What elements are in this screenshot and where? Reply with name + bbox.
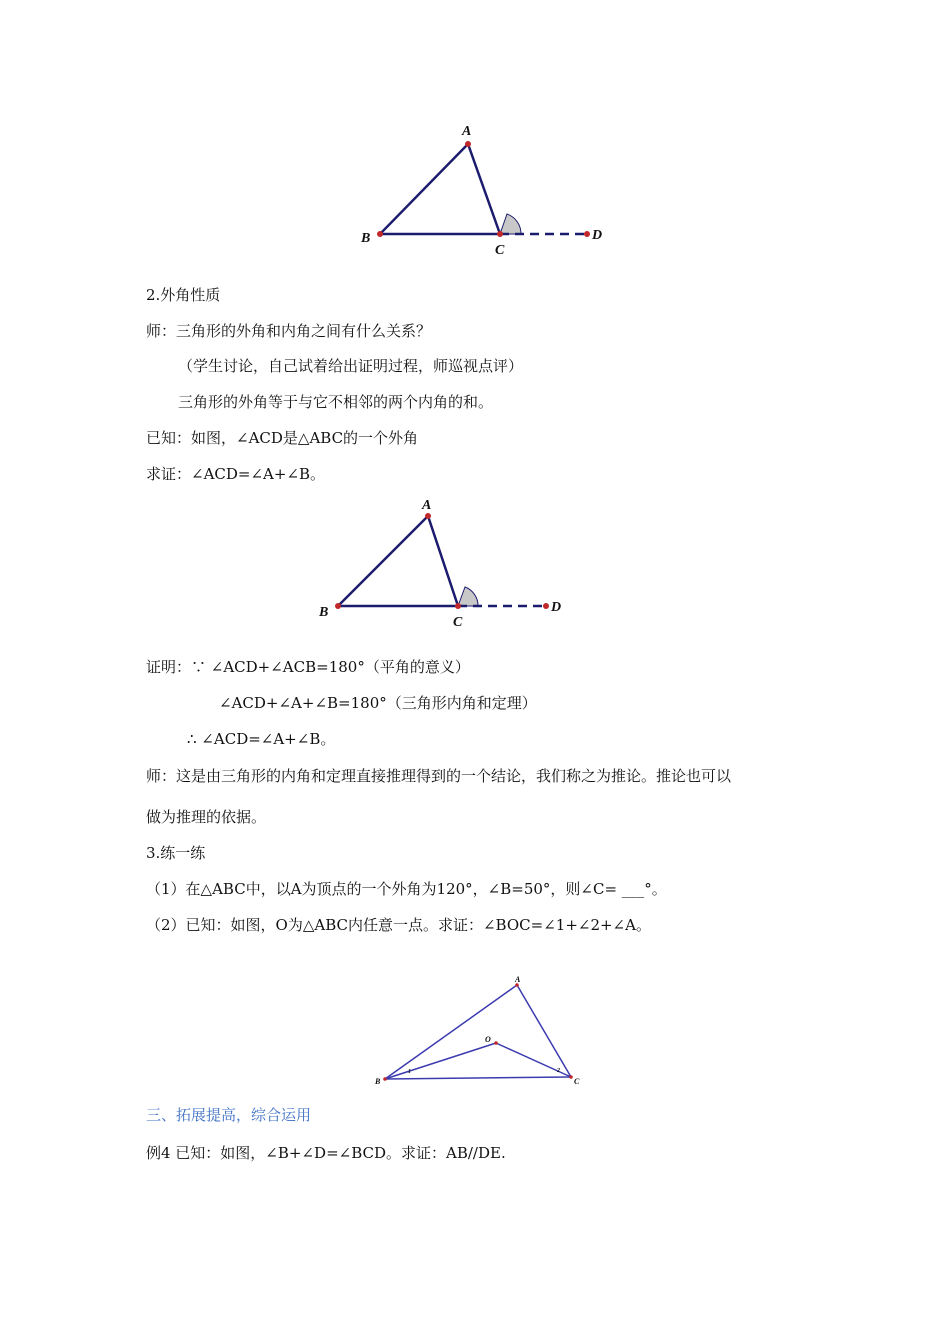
side-ab [380, 144, 468, 234]
triangle-figure-1 [350, 118, 620, 258]
exterior-angle-mark [500, 214, 521, 234]
label-d: D [592, 228, 603, 243]
label-b: B [319, 605, 329, 620]
section-3-title: 3.练一练 [146, 844, 206, 862]
teacher-conclusion-1: 师：这是由三角形的内角和定理直接推理得到的一个结论，我们称之为推论。推论也可以 [146, 767, 732, 785]
section-2-title: 2.外角性质 [146, 286, 221, 304]
label-angle-1: 1 [408, 1069, 411, 1075]
point-c [569, 1075, 573, 1079]
point-c [455, 603, 461, 609]
side-ac [517, 985, 571, 1077]
section-heading-extension: 三、拓展提高，综合运用 [146, 1106, 312, 1124]
label-a: A [462, 124, 472, 139]
label-c: C [495, 243, 505, 258]
point-b [335, 603, 341, 609]
given-statement: 已知：如图，∠ACD是△ABC的一个外角 [146, 429, 419, 447]
triangle-figure-2 [310, 490, 580, 630]
side-ac [468, 144, 500, 234]
label-o: O [485, 1035, 491, 1044]
proof-line-3: ∴ ∠ACD=∠A+∠B。 [187, 730, 336, 748]
point-b [377, 231, 383, 237]
prove-statement: 求证：∠ACD=∠A+∠B。 [146, 465, 326, 483]
side-ab [385, 985, 517, 1079]
theorem-statement: 三角形的外角等于与它不相邻的两个内角的和。 [178, 393, 494, 411]
teacher-conclusion-2: 做为推理的依据。 [146, 808, 267, 826]
exercise-2: （2）已知：如图，O为△ABC内任意一点。求证：∠BOC=∠1+∠2+∠A。 [146, 916, 651, 934]
side-ab [338, 516, 428, 606]
label-a: A [422, 498, 432, 513]
label-d: D [551, 600, 562, 615]
point-d [584, 231, 590, 237]
exercise-1: （1）在△ABC中，以A为顶点的一个外角为120°，∠B=50°，则∠C= ___°。 [146, 880, 667, 898]
teacher-question: 师：三角形的外角和内角之间有什么关系？ [146, 322, 432, 340]
point-c [497, 231, 503, 237]
label-c: C [574, 1077, 580, 1086]
triangle-figure-3 [370, 972, 590, 1092]
point-d [543, 603, 549, 609]
example-4: 例4 已知：如图，∠B+∠D=∠BCD。求证：AB//DE. [146, 1144, 506, 1162]
label-b: B [361, 231, 371, 246]
student-discussion: （学生讨论，自己试着给出证明过程，师巡视点评） [178, 357, 524, 375]
label-b: B [375, 1077, 381, 1086]
point-a [465, 141, 471, 147]
label-angle-2: 2 [557, 1068, 560, 1074]
exterior-angle-mark [458, 587, 478, 606]
label-a: A [515, 975, 521, 984]
side-bc [385, 1077, 571, 1079]
point-o [494, 1041, 498, 1045]
proof-line-2: ∠ACD+∠A+∠B=180°（三角形内角和定理） [219, 694, 537, 712]
side-ac [428, 516, 458, 606]
proof-line-1: 证明：∵ ∠ACD+∠ACB=180°（平角的意义） [146, 658, 470, 676]
point-b [383, 1077, 387, 1081]
segment-bo [385, 1043, 496, 1079]
label-c: C [453, 615, 463, 630]
point-a [425, 513, 431, 519]
